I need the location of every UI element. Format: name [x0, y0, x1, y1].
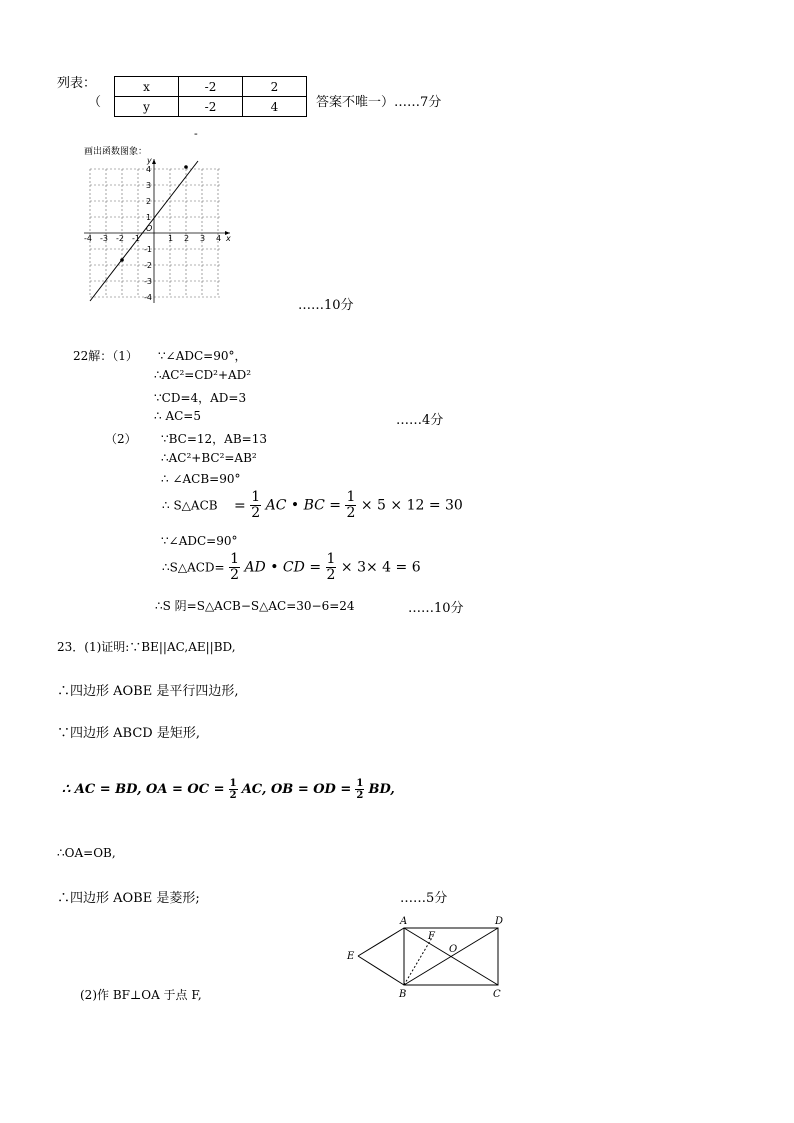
- y-axis-arrow: [152, 159, 156, 164]
- eq-sign: =: [234, 497, 246, 514]
- x-tick-label: 1: [168, 234, 174, 243]
- table-cell: 4: [243, 97, 307, 117]
- q22-score: ……4分: [396, 413, 444, 428]
- formula-part: AC, OB = OD =: [241, 782, 352, 797]
- segment-bf: [404, 936, 433, 985]
- q23-line: ∴四边形 AOBE 是菱形;: [57, 891, 200, 906]
- x-tick-label: 2: [184, 234, 190, 243]
- x-tick-label: 3: [200, 234, 206, 243]
- q22-line: ∴ ∠ACB=90°: [161, 472, 241, 486]
- q22-line: ∴S 阴=S△ACB−S△AC=30−6=24: [155, 599, 355, 613]
- y-tick-label: -2: [144, 261, 152, 270]
- q22-area-label: ∴S△ACD=: [162, 560, 225, 575]
- q22-line: ∴AC²=CD²+AD²: [154, 368, 252, 382]
- value-table: [114, 76, 307, 117]
- q23-score: ……5分: [400, 891, 448, 906]
- q22-score: ……10分: [408, 601, 464, 616]
- x-tick-label: -4: [84, 234, 92, 243]
- q22-area-acb: [162, 490, 463, 521]
- q22-head: 22解：（1）: [73, 349, 138, 363]
- x-tick-label: -1: [132, 234, 140, 243]
- x-tick-label: 4: [216, 234, 222, 243]
- stray-dash: -: [194, 127, 198, 140]
- q22-line: ∵∠ADC=90°，: [158, 349, 247, 363]
- q23-line: ∴OA=OB,: [57, 846, 116, 860]
- graph-caption: 画出函数图象：: [84, 147, 148, 157]
- point-label-c: C: [493, 989, 501, 1000]
- point-2-4: [184, 165, 188, 169]
- y-tick-label: -3: [144, 277, 152, 286]
- q23-equation: [62, 778, 395, 801]
- table-row: [115, 77, 307, 97]
- function-graph: [80, 155, 240, 305]
- q23-line: 23．(1)证明:∵BE||AC,AE||BD,: [57, 640, 236, 654]
- fraction-half: $\frac{1}{2}$: [326, 551, 336, 583]
- segment-ea: [358, 928, 404, 956]
- q22-area-acd: [162, 552, 421, 583]
- point-label-f: F: [428, 931, 435, 942]
- fraction-half: $\frac{1}{2}$: [251, 489, 261, 521]
- q23-line: ∵四边形 ABCD 是矩形,: [57, 726, 200, 741]
- table-cell: x: [115, 77, 179, 97]
- table-note: 答案不唯一）……7分: [316, 95, 442, 110]
- y-tick-label: -1: [144, 245, 152, 254]
- point-neg2-neg2: [120, 258, 124, 262]
- rectangle-figure: [340, 912, 520, 1002]
- fraction-half: $\frac{1}{2}$: [230, 551, 239, 583]
- formula-part: ∴ AC = BD, OA = OC =: [62, 782, 225, 797]
- point-label-e: E: [347, 951, 355, 962]
- open-paren: （: [88, 95, 102, 110]
- x-tick-label: -2: [116, 234, 124, 243]
- formula-part: × 5 × 12 = 30: [360, 497, 463, 514]
- table-cell: y: [115, 97, 179, 117]
- graph-score: ……10分: [298, 298, 354, 313]
- point-label-a: A: [400, 916, 408, 927]
- segment-eb: [358, 956, 404, 985]
- y-tick-label: 4: [146, 165, 152, 174]
- table-cell: -2: [179, 77, 243, 97]
- table-cell: -2: [179, 97, 243, 117]
- y-axis-label: y: [147, 156, 152, 165]
- fraction-half: $\frac{1}{2}$: [356, 778, 364, 801]
- x-axis-label: x: [226, 234, 231, 243]
- origin-label: O: [146, 224, 153, 233]
- q22-area-label: ∴ S△ACB: [162, 498, 218, 513]
- table-cell: 2: [243, 77, 307, 97]
- q23-line: ∴四边形 AOBE 是平行四边形,: [57, 684, 239, 699]
- table-row: [115, 97, 307, 117]
- y-tick-label: -4: [144, 293, 152, 302]
- point-label-b: B: [399, 989, 407, 1000]
- table-label: 列表：: [57, 76, 97, 91]
- q22-line: ∵BC=12，AB=13: [161, 432, 267, 446]
- q22-line: ∵∠ADC=90°: [161, 534, 238, 548]
- q22-part2: （2）: [105, 432, 137, 446]
- formula-part: × 3× 4 = 6: [340, 559, 421, 576]
- formula-part: AD • CD =: [244, 559, 322, 576]
- fraction-half: $\frac{1}{2}$: [346, 489, 356, 521]
- formula-part: AC • BC =: [265, 497, 342, 514]
- q22-line: ∴ AC=5: [154, 409, 201, 423]
- y-tick-label: 1: [146, 213, 152, 222]
- q23-line: (2)作 BF⊥OA 于点 F,: [80, 988, 202, 1002]
- y-tick-label: 2: [146, 197, 152, 206]
- q22-line: ∴AC²+BC²=AB²: [161, 451, 257, 465]
- x-tick-label: -3: [100, 234, 108, 243]
- formula-part: BD,: [368, 782, 395, 797]
- q22-line: ∵CD=4，AD=3: [154, 391, 247, 405]
- y-tick-label: 3: [146, 181, 152, 190]
- fraction-half: $\frac{1}{2}$: [229, 778, 237, 801]
- point-label-d: D: [495, 916, 504, 927]
- point-label-o: O: [449, 944, 458, 955]
